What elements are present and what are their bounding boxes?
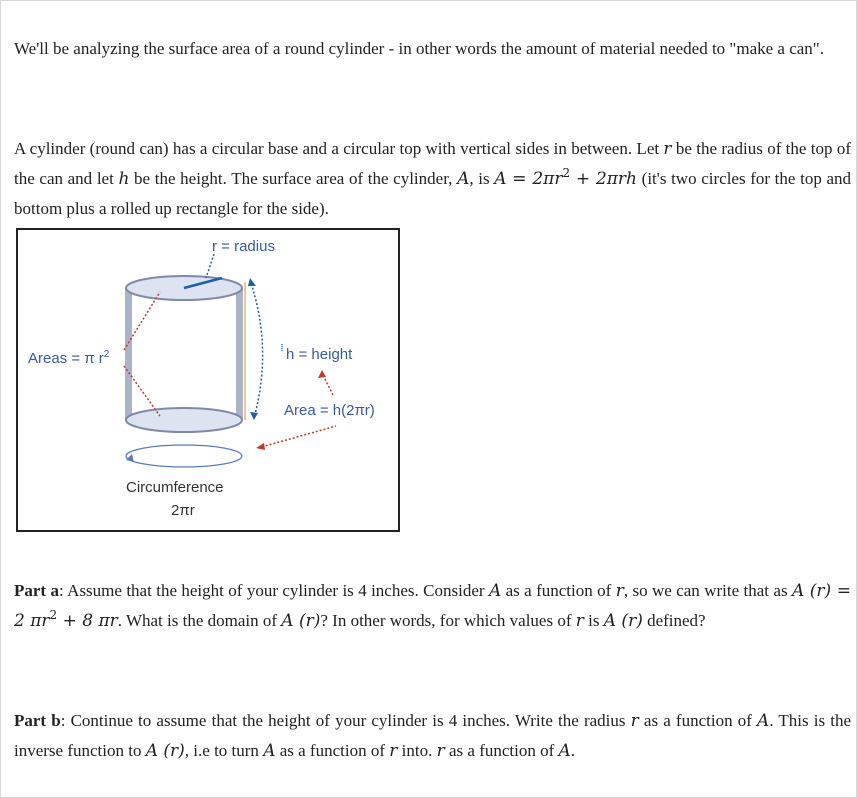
- desc-text-2: be the radius of the top of the can and let: [14, 139, 851, 188]
- part-b-text-8: .: [570, 741, 576, 760]
- circumference-label: Circumference: [126, 479, 224, 496]
- part-b-var-r: r: [630, 711, 639, 731]
- cylinder-bottom: [126, 408, 242, 432]
- desc-text-5: (it's two circles for the top and bottom plus a rolled up rectangle for the side).: [14, 169, 852, 218]
- part-a-text-4: . What is the domain of: [117, 611, 282, 630]
- part-b-var-A: A: [757, 711, 770, 731]
- part-b-var-A-3: A: [558, 741, 571, 761]
- part-a-text-5: ? In other words, for which values of: [320, 611, 576, 630]
- part-b-var-A-2: A: [263, 741, 276, 761]
- cylinder-diagram: [16, 228, 400, 532]
- var-h: h: [118, 169, 130, 189]
- areas-label: [28, 350, 109, 367]
- circumference-ellipse: [126, 445, 242, 467]
- formula-exponent: 2: [562, 166, 571, 180]
- intro-paragraph: [14, 34, 851, 63]
- part-a-text-6: is: [583, 611, 604, 630]
- height-arrowhead-bottom: [250, 412, 258, 420]
- part-b-text-5: as a function of: [275, 741, 390, 760]
- desc-text-3: be the height. The surface area of the cylinder,: [129, 169, 458, 188]
- part-b-text-2: as a function of: [638, 711, 758, 730]
- part-a-var-r: r: [615, 581, 624, 601]
- height-arrowhead-top: [248, 278, 256, 286]
- part-a-function-exponent: 2: [49, 608, 58, 622]
- radius-pointer: [206, 254, 214, 278]
- var-A: A: [457, 169, 470, 189]
- areas-label-exponent: 2: [103, 349, 110, 360]
- part-a-A-of-r: A (r): [281, 611, 321, 631]
- part-a-text-2: as a function of: [501, 581, 616, 600]
- height-label: h = height: [286, 346, 353, 363]
- side-area-label: Area = h(2πr): [284, 402, 375, 419]
- part-b-A-of-r: A (r): [145, 741, 185, 761]
- part-a-A-of-r-2: A (r): [603, 611, 643, 631]
- part-b-text-7: as a function of: [444, 741, 559, 760]
- intro-text: We'll be analyzing the surface area of a round cylinder - in other words the amount of material needed to "make a can".: [14, 39, 824, 58]
- desc-text-4: , is: [469, 169, 495, 188]
- side-area-pointer-left: [258, 426, 336, 448]
- description-paragraph: [14, 134, 851, 223]
- part-b-text-6: into.: [397, 741, 437, 760]
- circumference-value: 2πr: [171, 502, 195, 519]
- var-r: r: [663, 139, 672, 159]
- side-area-arrowhead-left: [256, 443, 265, 450]
- part-a-function-rhs: + 8 πr: [57, 611, 118, 631]
- formula-part-a: A = 2πr: [494, 169, 563, 189]
- cylinder-side-right: [236, 288, 243, 420]
- part-b-label: Part b: [14, 711, 61, 730]
- areas-label-text: Areas = π r: [28, 350, 104, 367]
- part-b-text-1: : Continue to assume that the height of your cylinder is 4 inches. Write the radius: [60, 711, 631, 730]
- part-a-text-3: , so we can write that as: [623, 581, 792, 600]
- part-b-paragraph: [14, 706, 851, 766]
- part-a-label: Part a: [14, 581, 59, 600]
- part-a-paragraph: [14, 576, 851, 636]
- part-b-text-4: , i.e to turn: [184, 741, 264, 760]
- part-a-function-lhs: A (r) = 2 πr: [14, 581, 851, 631]
- cylinder-side-left: [125, 288, 132, 420]
- formula-part-b: + 2πrh: [570, 169, 638, 189]
- side-area-arrowhead-up: [318, 370, 326, 378]
- desc-text-1: A cylinder (round can) has a circular base and a circular top with vertical sides in between. Let: [14, 139, 664, 158]
- part-b-text-3: . This is the inverse function to: [14, 711, 852, 760]
- part-a-var-A: A: [488, 581, 502, 601]
- part-a-text-1: : Assume that the height of your cylinder is 4 inches. Consider: [58, 581, 489, 600]
- radius-label: r = radius: [212, 238, 275, 255]
- height-arc: [250, 280, 263, 418]
- part-a-text-7: defined?: [642, 611, 706, 630]
- part-a-var-r-2: r: [575, 611, 584, 631]
- part-b-var-r-3: r: [436, 741, 445, 761]
- part-b-var-r-2: r: [389, 741, 398, 761]
- cylinder-body: [128, 288, 240, 420]
- surface-area-formula: [494, 166, 638, 189]
